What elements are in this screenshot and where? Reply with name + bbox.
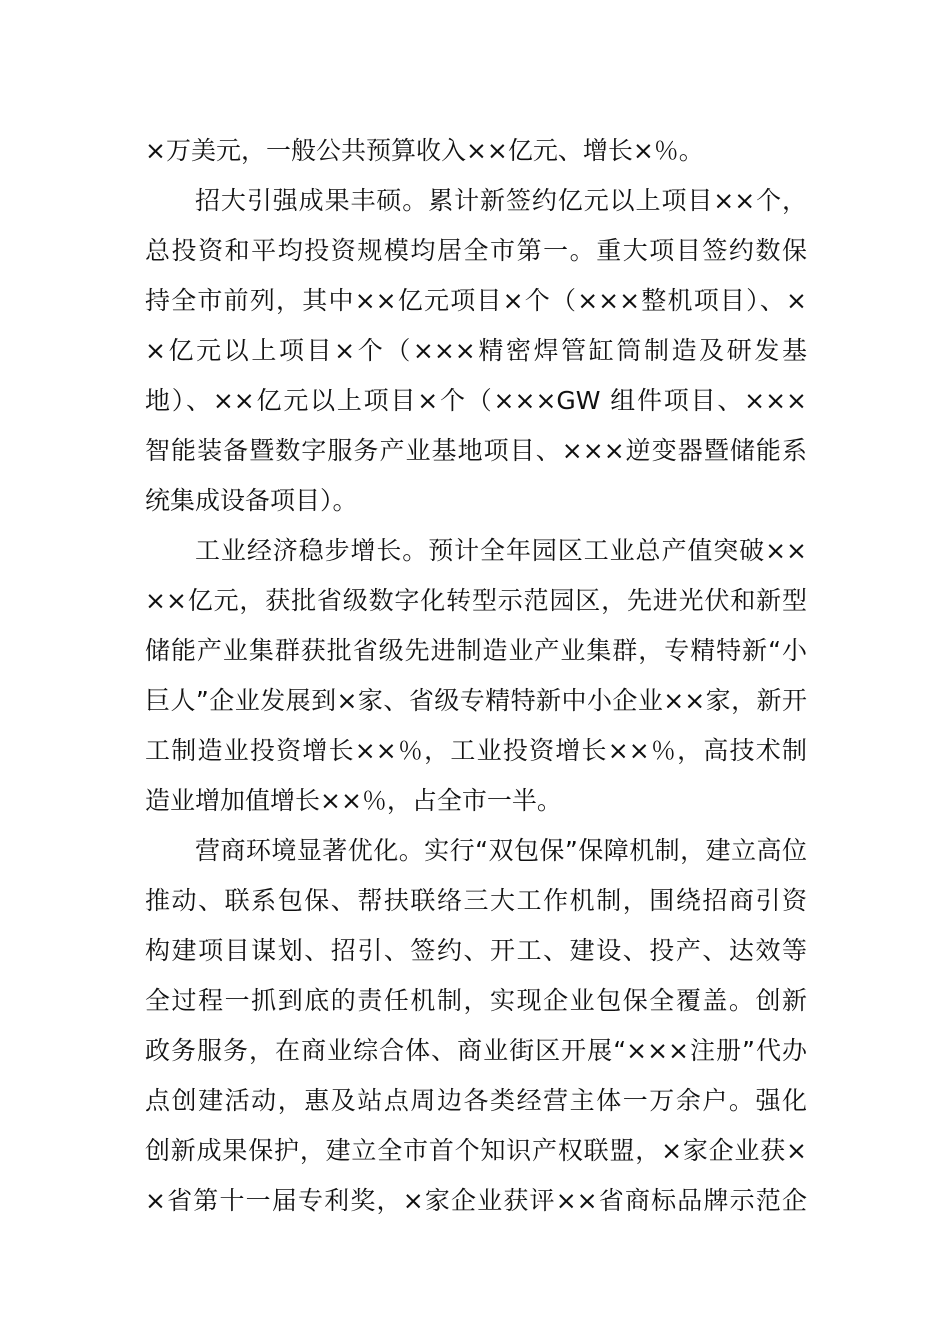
text-line: 创新成果保护，建立全市首个知识产权联盟，×家企业获×: [145, 1136, 807, 1165]
text-line: 工制造业投资增长××％，工业投资增长××％，高技术制: [145, 736, 807, 765]
text-line: 持全市前列，其中××亿元项目×个（×××整机项目）、×: [145, 286, 807, 315]
text-line: 工业经济稳步增长。预计全年园区工业总产值突破××: [195, 536, 807, 565]
text-line: 点创建活动，惠及站点周边各类经营主体一万余户。强化: [145, 1086, 807, 1115]
text-line: ×省第十一届专利奖，×家企业获评××省商标品牌示范企: [145, 1186, 807, 1215]
text-line: 巨人”企业发展到×家、省级专精特新中小企业××家，新开: [145, 686, 807, 715]
text-line: 政务服务，在商业综合体、商业街区开展“×××注册”代办: [145, 1036, 807, 1065]
text-line: 构建项目谋划、招引、签约、开工、建设、投产、达效等: [145, 936, 807, 965]
text-line: ×万美元，一般公共预算收入××亿元、增长×％。: [145, 136, 704, 165]
text-line: 造业增加值增长××％，占全市一半。: [145, 786, 562, 815]
document-body: [145, 126, 807, 1226]
text-line: 地）、××亿元以上项目×个（×××GW 组件项目、×××: [145, 386, 807, 415]
text-line: 推动、联系包保、帮扶联络三大工作机制，围绕招商引资: [145, 886, 807, 915]
text-line: 招大引强成果丰硕。累计新签约亿元以上项目××个，: [195, 186, 807, 215]
text-line: 总投资和平均投资规模均居全市第一。重大项目签约数保: [145, 236, 807, 265]
text-line: 全过程一抓到底的责任机制，实现企业包保全覆盖。创新: [145, 986, 807, 1015]
text-line: 统集成设备项目）。: [145, 486, 358, 515]
text-line: 智能装备暨数字服务产业基地项目、×××逆变器暨储能系: [145, 436, 807, 465]
text-line: ×亿元以上项目×个（×××精密焊管缸筒制造及研发基: [145, 336, 807, 365]
text-line: ××亿元，获批省级数字化转型示范园区，先进光伏和新型: [145, 586, 807, 615]
text-line: 营商环境显著优化。实行“双包保”保障机制，建立高位: [195, 836, 807, 865]
text-line: 储能产业集群获批省级先进制造业产业集群，专精特新“小: [145, 636, 807, 665]
